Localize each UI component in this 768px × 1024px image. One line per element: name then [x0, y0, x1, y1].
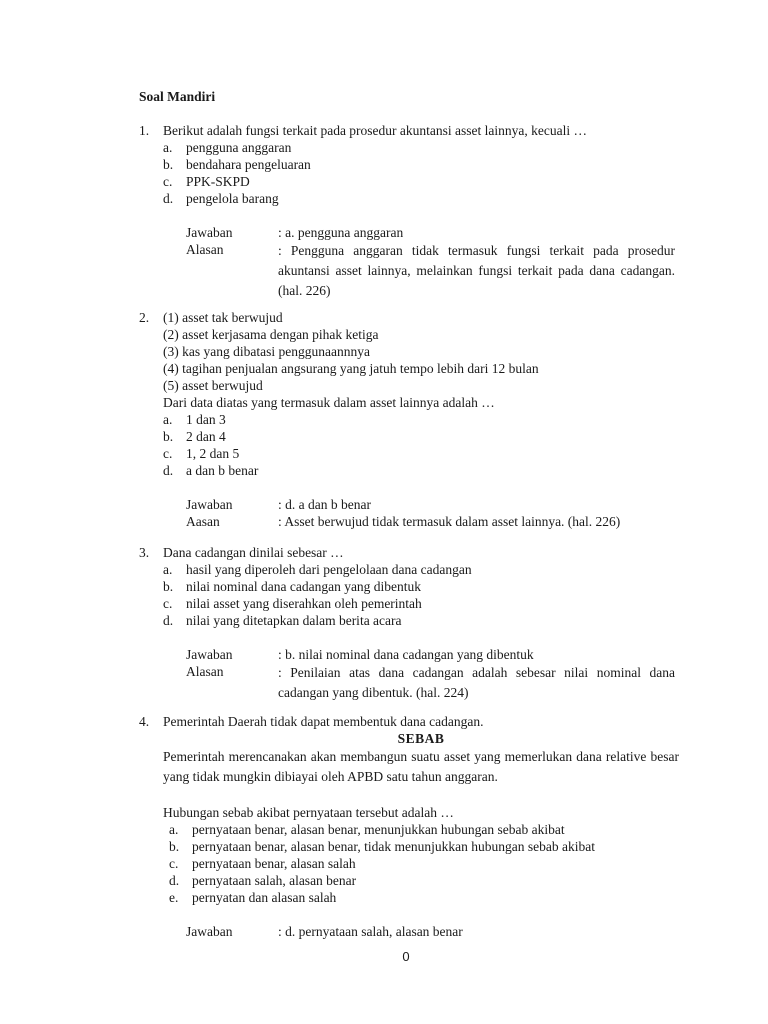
jawaban-label: Jawaban — [186, 225, 233, 240]
alasan-row — [186, 513, 675, 530]
option-c: c. nilai asset yang diserahkan oleh pemerintah — [163, 596, 422, 611]
alasan-label: Alasan — [186, 242, 224, 257]
option-a: a. pengguna anggaran — [163, 140, 292, 155]
alasan-value: : Asset berwujud tidak termasuk dalam asset lainnya. (hal. 226) — [278, 514, 621, 529]
option-a: a. 1 dan 3 — [163, 412, 226, 427]
option-c: c. PPK-SKPD — [163, 174, 250, 189]
data-item: (2) asset kerjasama dengan pihak ketiga — [163, 327, 379, 342]
data-item: (1) asset tak berwujud — [163, 310, 283, 325]
question-text: Pemerintah Daerah tidak dapat membentuk dana cadangan. — [163, 714, 484, 729]
question-number: 3. — [139, 545, 150, 560]
question-text: Berikut adalah fungsi terkait pada prosedur akuntansi asset lainnya, kecuali … — [163, 123, 587, 138]
jawaban-value: : a. pengguna anggaran — [278, 225, 404, 240]
option-b: b. nilai nominal dana cadangan yang dibentuk — [163, 579, 422, 594]
option-a: a. pernyataan benar, alasan benar, menunjukkan hubungan sebab akibat — [169, 822, 565, 837]
question-1 — [139, 122, 679, 301]
question-number: 4. — [139, 714, 150, 729]
option-d: d. pernyataan salah, alasan benar — [169, 873, 357, 888]
jawaban-row — [186, 923, 675, 940]
page-number: 0 — [402, 949, 410, 964]
question-number: 1. — [139, 123, 150, 138]
reason-text: Pemerintah merencanakan akan membangun suatu asset yang memerlukan dana relative besar yang tidak mungkin dibiayai oleh APBD satu tahun anggaran. — [163, 749, 679, 784]
option-c: c. pernyataan benar, alasan salah — [169, 856, 356, 871]
question-text: Dari data diatas yang termasuk dalam asset lainnya adalah … — [163, 395, 495, 410]
option-d: d. nilai yang ditetapkan dalam berita acara — [163, 613, 402, 628]
jawaban-row — [186, 496, 675, 513]
alasan-row — [186, 241, 675, 301]
option-e: e. pernyatan dan alasan salah — [169, 890, 337, 905]
jawaban-row — [186, 224, 675, 241]
alasan-label: Aasan — [186, 514, 220, 529]
question-3 — [139, 544, 679, 703]
jawaban-value: : d. a dan b benar — [278, 497, 371, 512]
option-c: c. 1, 2 dan 5 — [163, 446, 240, 461]
alasan-value: : Pengguna anggaran tidak termasuk fungsi terkait pada prosedur akuntansi asset lainnya, melainkan fungsi terkait pada dana cadangan. (hal. 226) — [278, 243, 675, 298]
answer-block — [186, 646, 675, 703]
jawaban-value: : d. pernyataan salah, alasan benar — [278, 924, 463, 939]
option-d: d. a dan b benar — [163, 463, 259, 478]
question-2 — [139, 309, 679, 530]
option-d: d. pengelola barang — [163, 191, 279, 206]
data-item: (4) tagihan penjualan angsurang yang jatuh tempo lebih dari 12 bulan — [163, 361, 539, 376]
alasan-value: : Penilaian atas dana cadangan adalah sebesar nilai nominal dana cadangan yang dibentuk. (hal. 224) — [278, 665, 675, 700]
answer-block — [186, 224, 675, 301]
alasan-label: Alasan — [186, 664, 224, 679]
option-b: b. 2 dan 4 — [163, 429, 226, 444]
data-item: (5) asset berwujud — [163, 378, 263, 393]
jawaban-value: : b. nilai nominal dana cadangan yang dibentuk — [278, 647, 534, 662]
question-text: Dana cadangan dinilai sebesar … — [163, 545, 344, 560]
option-a: a. hasil yang diperoleh dari pengelolaan dana cadangan — [163, 562, 472, 577]
question-number: 2. — [139, 310, 150, 325]
option-b: b. bendahara pengeluaran — [163, 157, 311, 172]
sebab-heading: SEBAB — [397, 731, 445, 746]
data-item: (3) kas yang dibatasi penggunaannnya — [163, 344, 370, 359]
jawaban-label: Jawaban — [186, 647, 233, 662]
jawaban-label: Jawaban — [186, 924, 233, 939]
answer-block — [186, 923, 675, 940]
alasan-row — [186, 663, 675, 703]
question-text: Hubungan sebab akibat pernyataan tersebut adalah … — [163, 805, 454, 820]
question-4 — [139, 713, 679, 940]
jawaban-row — [186, 646, 675, 663]
document-title: Soal Mandiri — [139, 89, 216, 104]
jawaban-label: Jawaban — [186, 497, 233, 512]
answer-block — [186, 496, 675, 530]
option-b: b. pernyataan benar, alasan benar, tidak menunjukkan hubungan sebab akibat — [169, 839, 596, 854]
